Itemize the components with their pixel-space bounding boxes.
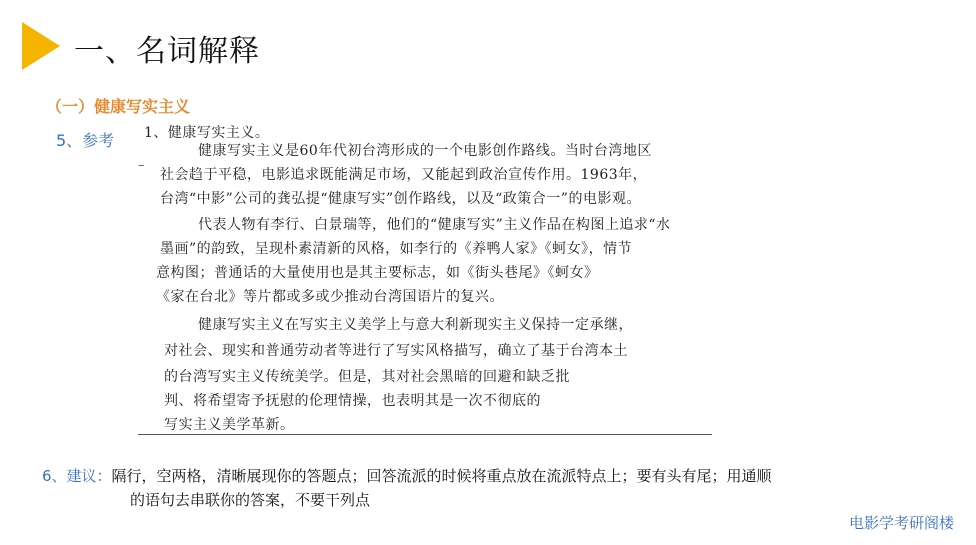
advice-text-line1: 隔行，空两格，清晰展现你的答题点；回答流派的时候将重点放在流派特点上；要有头有尾；用通顺 — [111, 467, 772, 485]
advice-label: 6、建议： — [42, 467, 112, 485]
play-triangle-icon — [22, 22, 60, 70]
notes-line: 代表人物有李行、白景瑞等，他们的“健康写实”主义作品在构图上追求“水 — [198, 217, 671, 233]
notes-line: 墨画”的韵致，呈现朴素清新的风格，如李行的《养鸭人家》《蚵女》，情节 — [160, 241, 633, 257]
notes-line: 健康写实主义在写实主义美学上与意大利新现实主义保持一定承继， — [198, 317, 633, 333]
notes-line: 对社会、现实和普通劳动者等进行了写实风格描写，确立了基于台湾本土 — [164, 343, 628, 359]
notes-line: 判、将希望寄予抚慰的伦理情操，也表明其是一次不彻底的 — [164, 393, 541, 409]
notes-line: 《家在台北》等片都或多或少推动台湾国语片的复兴。 — [156, 289, 504, 305]
reference-label: 5、参考 — [56, 131, 115, 150]
section-subtitle: （一）健康写实主义 — [46, 97, 191, 116]
notes-line: 健康写实主义是60年代初台湾形成的一个电影创作路线。当时台湾地区 — [198, 143, 652, 159]
brand-watermark: 电影学考研阁楼 — [848, 514, 954, 532]
advice-text-line2: 的语句去串联你的答案，不要干列点 — [130, 491, 371, 509]
slide-title: 一、名词解释 — [74, 34, 260, 69]
red-mark: – — [138, 158, 145, 173]
notes-line: 意构图；普通话的大量使用也是其主要标志，如《街头巷尾》《蚵女》 — [156, 265, 599, 281]
notes-line: 写实主义美学革新。 — [164, 417, 295, 433]
handwritten-notes — [138, 120, 712, 435]
notes-line: 台湾“中影”公司的龚弘提“健康写实”创作路线，以及“政策合一”的电影观。 — [160, 191, 641, 207]
notes-heading: 1、健康写实主义。 — [144, 125, 270, 141]
notes-line: 的台湾写实主义传统美学。但是，其对社会黑暗的回避和缺乏批 — [164, 369, 570, 385]
notes-line: 社会趋于平稳，电影追求既能满足市场，又能起到政治宣传作用。1963年， — [160, 167, 648, 183]
advice-paragraph — [42, 464, 962, 512]
